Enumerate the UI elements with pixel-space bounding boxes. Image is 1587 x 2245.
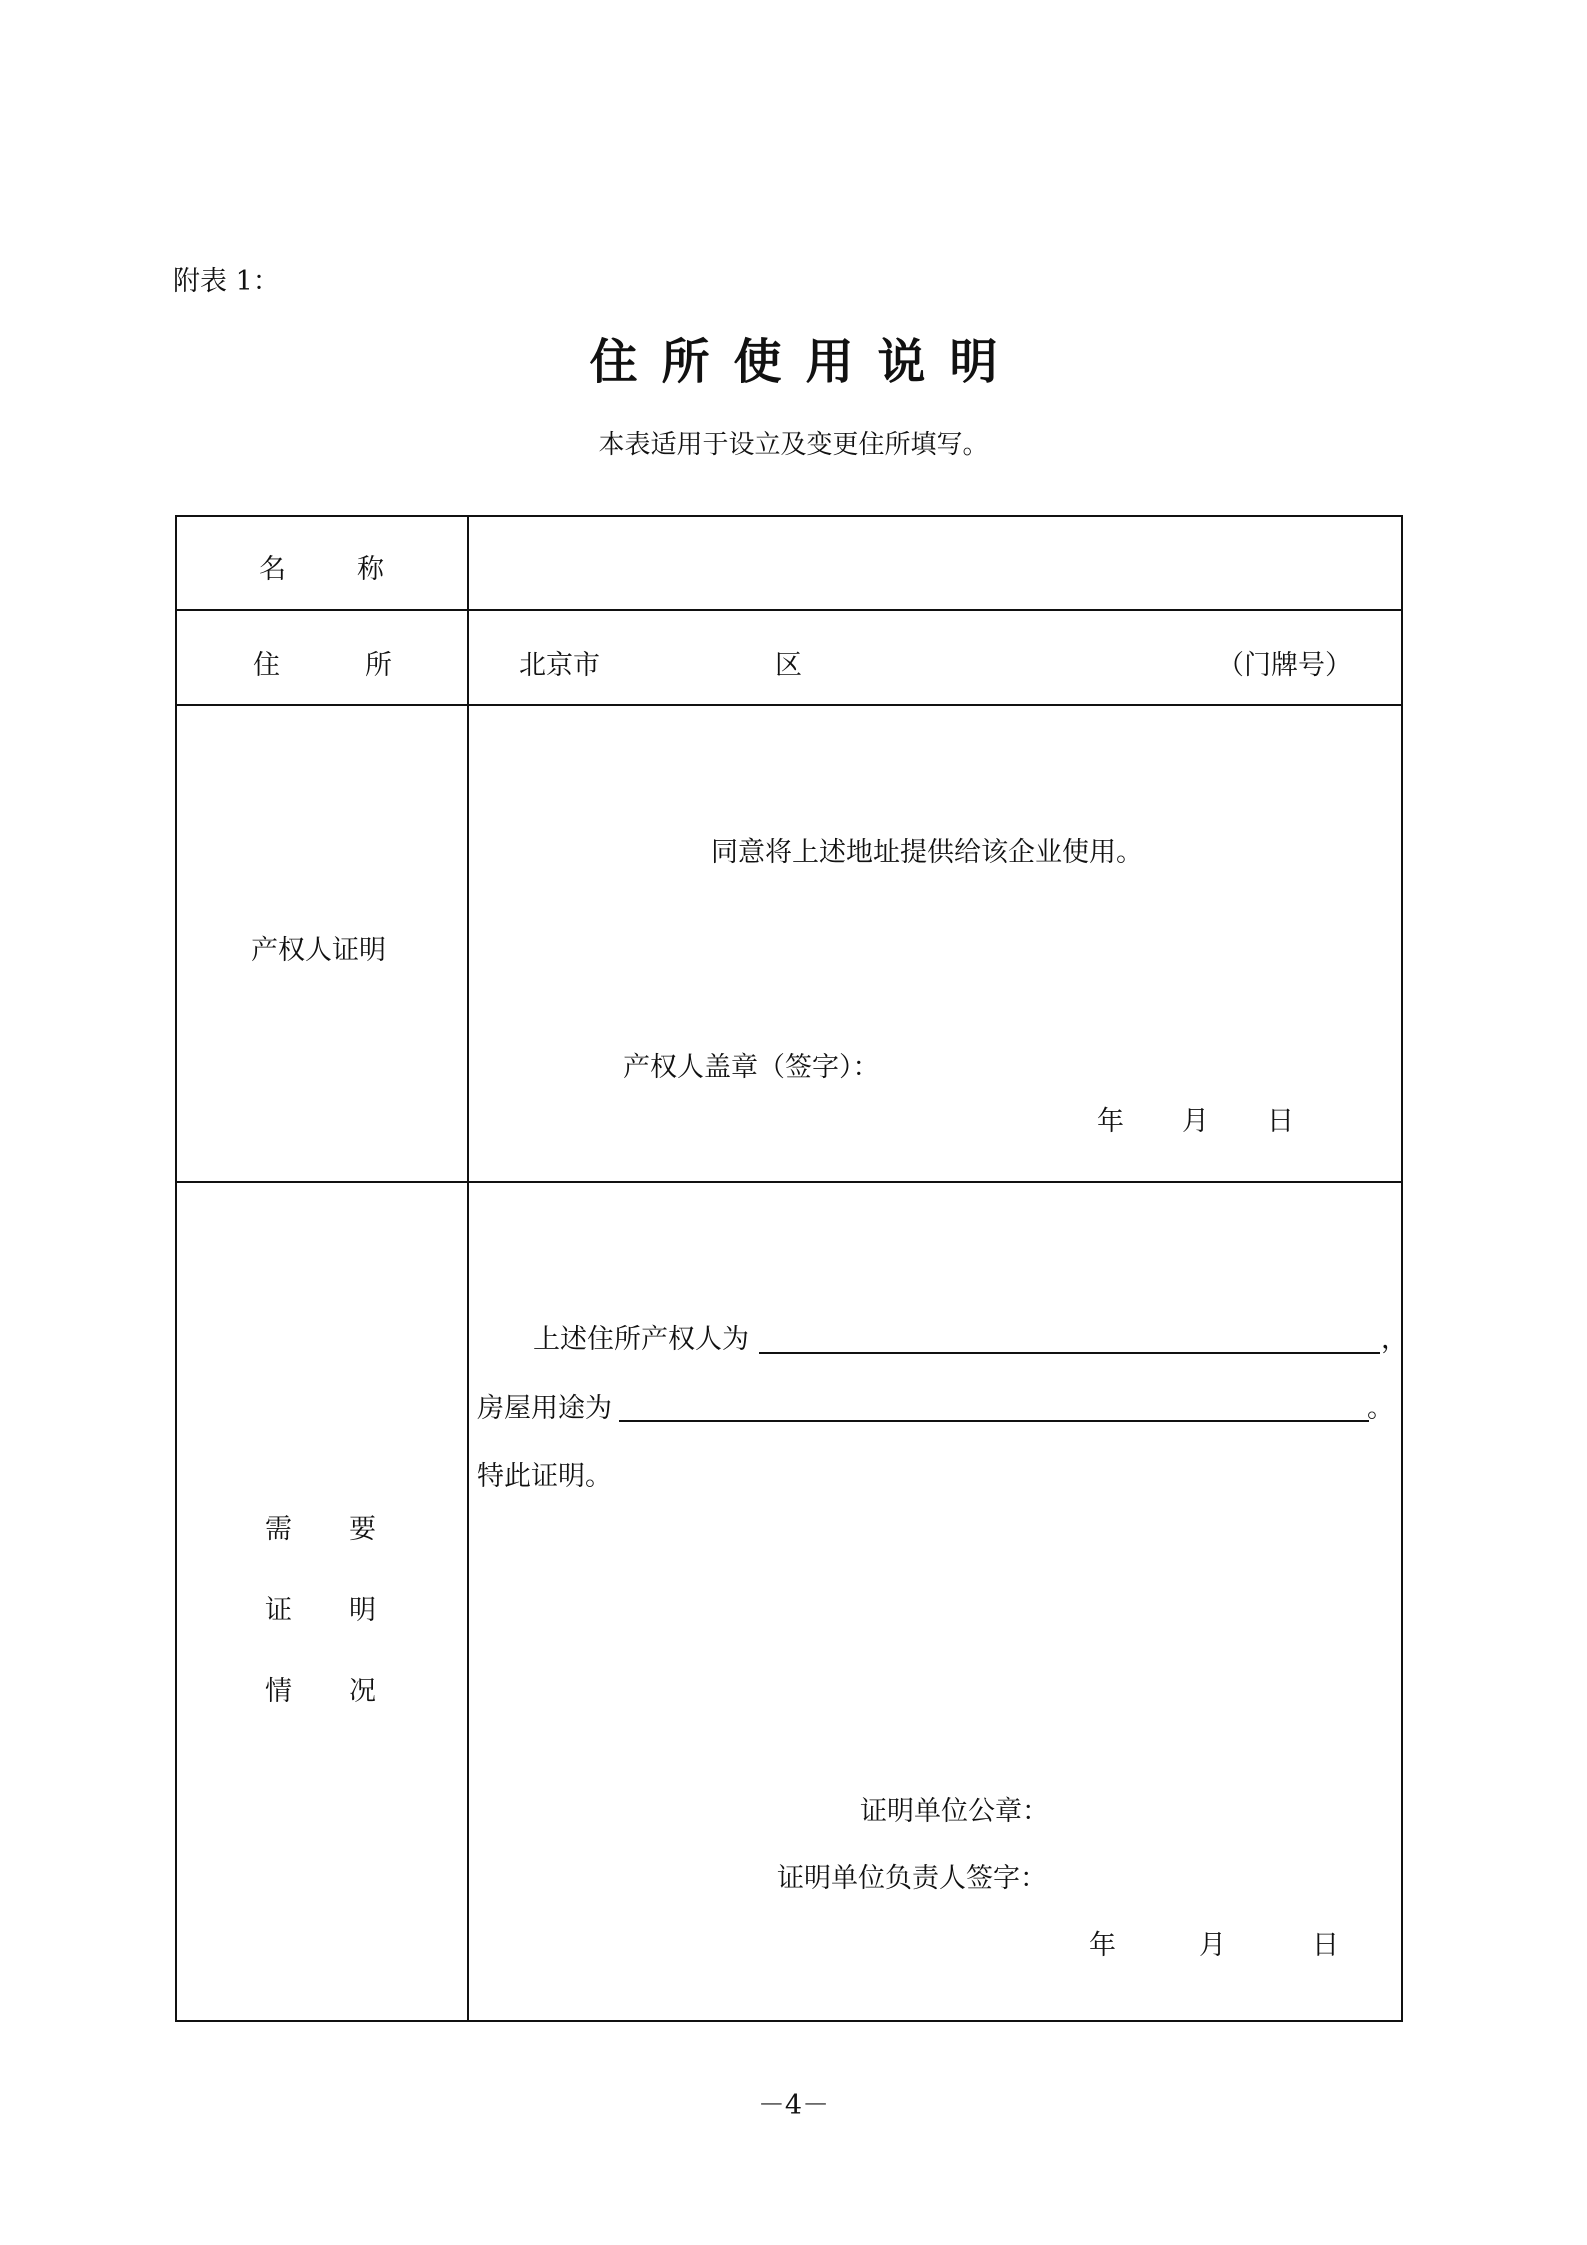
address-district: 区 [775, 650, 802, 681]
usage-line-text: 房屋用途为 [477, 1393, 612, 1424]
owner-date-year: 年 [1097, 1106, 1124, 1137]
address-label-char-2: 所 [365, 650, 392, 681]
proof-label-char-4: 明 [349, 1595, 376, 1626]
unit-seal-label: 证明单位公章： [860, 1796, 1049, 1827]
unit-date-year: 年 [1089, 1930, 1116, 1961]
closing-text: 特此证明。 [477, 1461, 612, 1492]
owner-line-end: ， [1381, 1324, 1408, 1355]
usage-line-end: 。 [1367, 1393, 1394, 1424]
unit-date-month: 月 [1199, 1930, 1226, 1961]
address-label-char-1: 住 [253, 650, 280, 681]
address-doorplate: （门牌号） [1217, 650, 1352, 681]
owner-date-day: 日 [1267, 1106, 1294, 1137]
name-field[interactable] [469, 517, 1401, 609]
proof-label-char-1: 需 [265, 1514, 292, 1545]
proof-label-char-3: 证 [265, 1595, 292, 1626]
unit-date-day: 日 [1312, 1930, 1339, 1961]
form-table [175, 515, 1408, 2022]
owner-consent-statement: 同意将上述地址提供给该企业使用。 [711, 837, 1143, 868]
owner-seal-label: 产权人盖章（签字）： [623, 1052, 880, 1083]
name-label-char-2: 称 [357, 554, 384, 585]
usage-blank[interactable] [619, 1420, 1369, 1422]
page-number: －4－ [757, 2090, 830, 2121]
document-title: 住所使用说明 [589, 334, 1022, 390]
owner-proof-label: 产权人证明 [251, 935, 386, 966]
attachment-label: 附表 1： [173, 266, 280, 297]
row-divider [177, 609, 1401, 611]
name-label-char-1: 名 [259, 554, 286, 585]
proof-label-char-5: 情 [265, 1676, 292, 1707]
address-city: 北京市 [519, 650, 600, 681]
proof-label-char-6: 况 [349, 1676, 376, 1707]
proof-label-char-2: 要 [349, 1514, 376, 1545]
row-divider [177, 1181, 1401, 1183]
owner-name-blank[interactable] [759, 1352, 1380, 1354]
unit-sign-label: 证明单位负责人签字： [777, 1863, 1047, 1894]
row-divider [177, 704, 1401, 706]
document-subtitle: 本表适用于设立及变更住所填写。 [598, 430, 989, 460]
owner-date-month: 月 [1182, 1106, 1209, 1137]
owner-line-text: 上述住所产权人为 [533, 1324, 749, 1355]
column-divider [467, 517, 469, 2020]
